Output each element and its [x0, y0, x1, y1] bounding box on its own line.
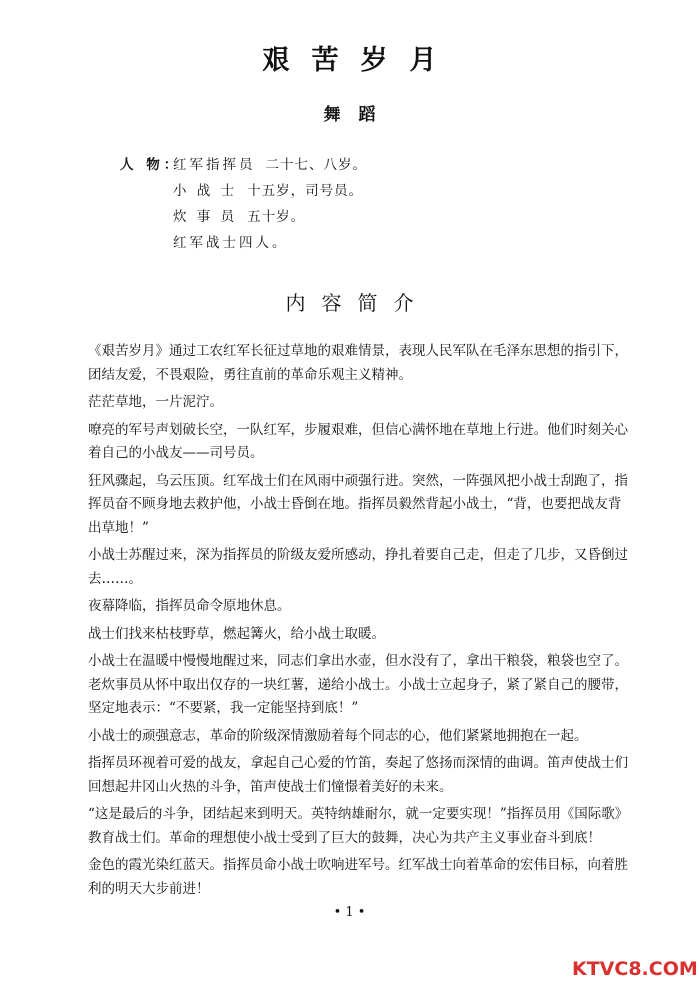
character-role: 红军战士四人。 [173, 235, 289, 251]
character-role: 小 战 士 [173, 183, 238, 199]
characters-label: 人 物： [120, 157, 182, 173]
paragraph: 战士们找来枯枝野草，燃起篝火，给小战士取暖。 [88, 625, 385, 642]
character-row [120, 230, 367, 256]
character-info: 二十七、八岁。 [265, 157, 367, 173]
character-row [120, 204, 367, 230]
paragraph: 指挥员环视着可爱的战友，拿起自己心爱的竹笛，奏起了悠扬而深情的曲调。笛声使战士们回想起井冈山火热的斗争，笛声使战士们憧憬着美好的未来。 [88, 755, 628, 795]
paragraph: 狂风骤起，乌云压顶。红军战士们在风雨中顽强行进。突然，一阵强风把小战士刮跑了，指挥员奋不顾身地去救护他，小战士昏倒在地。指挥员毅然背起小战士，“背，也要把战友背出草地！” [88, 472, 628, 536]
genre-subtitle: 舞蹈 [323, 105, 394, 125]
section-title: 内容简介 [285, 291, 430, 315]
character-info: 十五岁，司号员。 [247, 183, 364, 199]
page-number: • 1 • [333, 905, 366, 920]
character-role: 红军指挥员 [173, 157, 256, 173]
watermark-logo: KTVC8.COM [572, 958, 698, 980]
paragraph: 小战士在温暖中慢慢地醒过来，同志们拿出水壶，但水没有了，拿出干粮袋，粮袋也空了。老炊事员从怀中取出仅存的一块红薯，递给小战士。小战士立起身子，紧了紧自己的腰带，坚定地表示：“不要紧，我一定能坚持到底！” [88, 653, 628, 716]
paragraph: 小战士苏醒过来，深为指挥员的阶级友爱所感动，挣扎着要自己走，但走了几步，又昏倒过去……。 [88, 547, 628, 587]
page-title: 艰苦岁月 [262, 45, 459, 76]
character-row [120, 178, 367, 204]
paragraph: 茫茫草地，一片泥泞。 [88, 394, 223, 410]
paragraph: 夜幕降临，指挥员命令原地休息。 [88, 598, 291, 614]
character-row [120, 152, 367, 178]
character-role: 炊 事 员 [173, 209, 238, 225]
paragraph: 《艰苦岁月》通过工农红军长征过草地的艰难情景，表现人民军队在毛泽东思想的指引下，团结友爱，不畏艰险，勇往直前的革命乐观主义精神。 [88, 343, 628, 383]
paragraph: 嘹亮的军号声划破长空，一队红军，步履艰难，但信心满怀地在草地上行进。他们时刻关心着自己的小战友——司号员。 [88, 421, 628, 461]
paragraph: “这是最后的斗争，团结起来到明天。英特纳雄耐尔，就一定要实现！”指挥员用《国际歌》教育战士们。革命的理想使小战士受到了巨大的鼓舞，决心为共产主义事业奋斗到底！ [88, 806, 629, 846]
paragraph: 金色的霞光染红蓝天。指挥员命小战士吹响进军号。红军战士向着革命的宏伟目标，向着胜利的明天大步前进！ [88, 857, 628, 897]
character-info: 五十岁。 [247, 209, 306, 225]
character-list [120, 152, 367, 256]
paragraph: 小战士的顽强意志，革命的阶级深情激励着每个同志的心，他们紧紧地拥抱在一起。 [88, 727, 588, 744]
synopsis-body [88, 340, 632, 905]
